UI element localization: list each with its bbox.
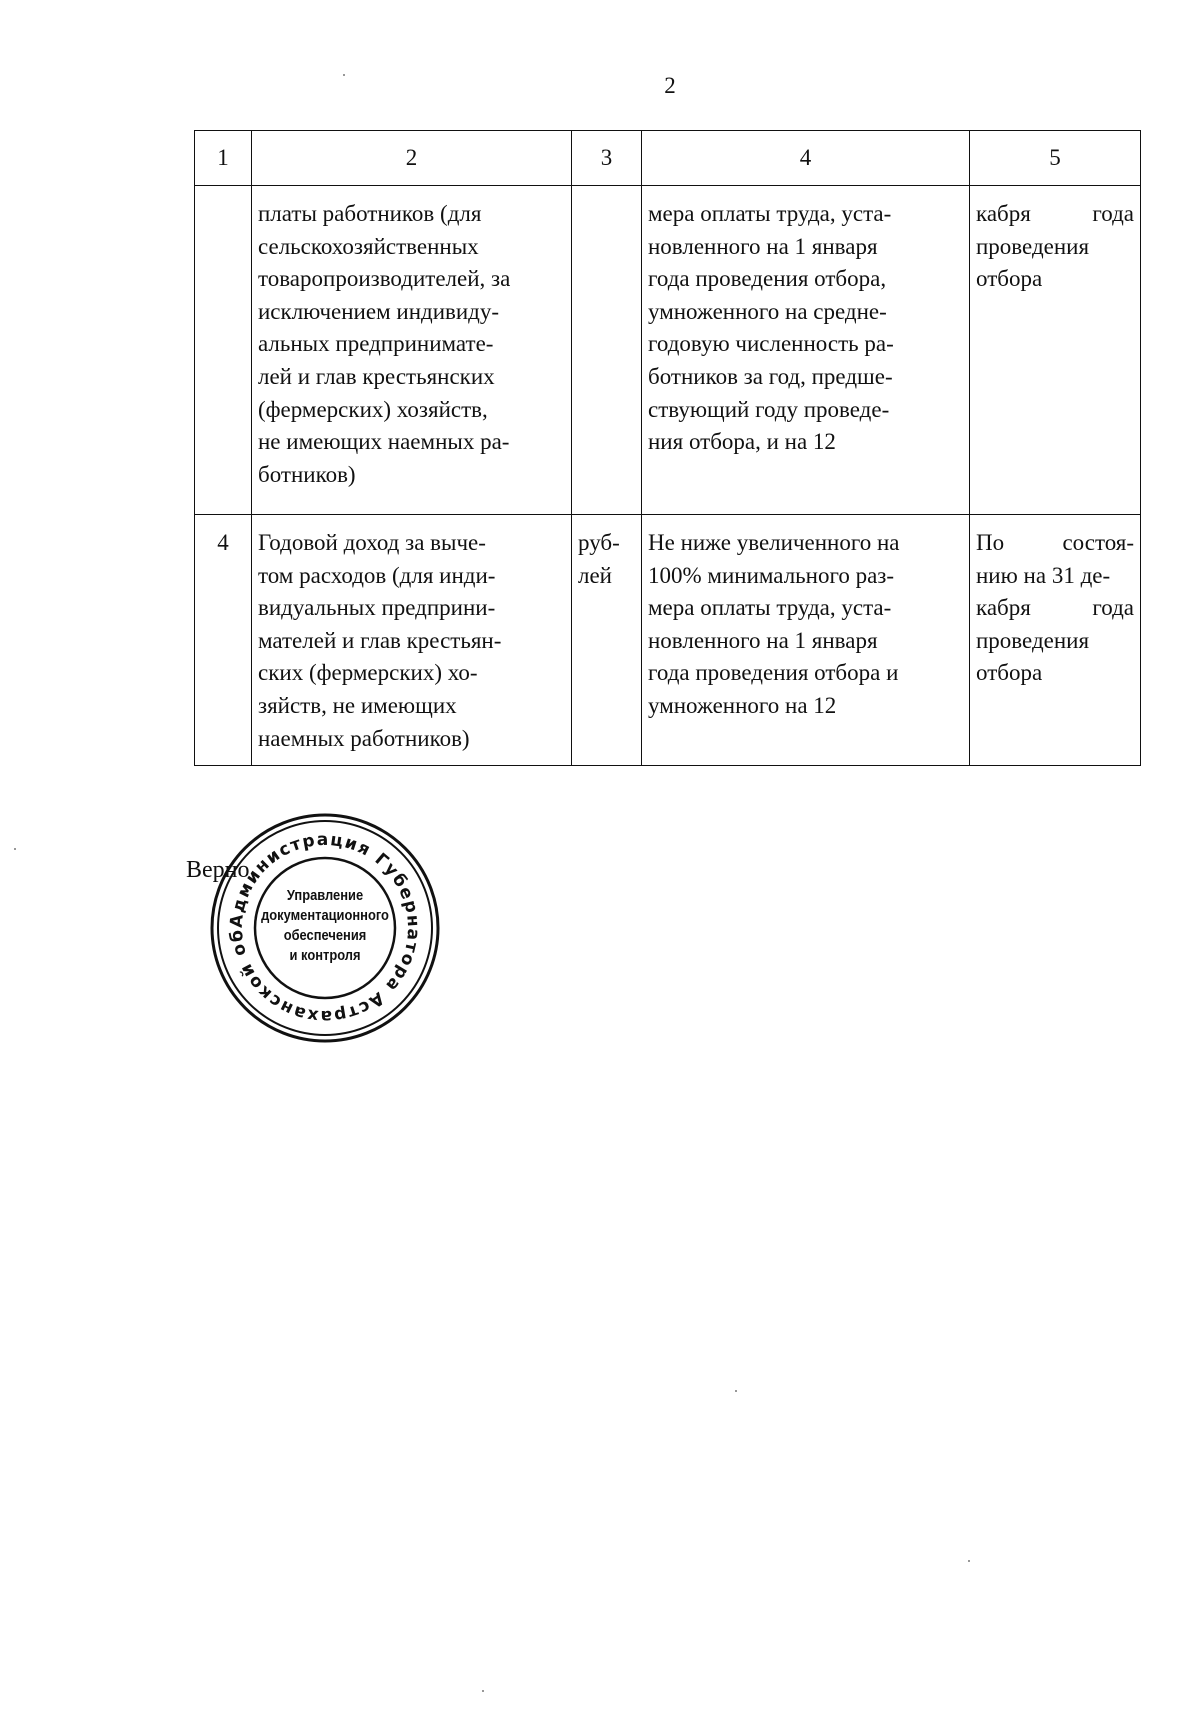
text-line: умноженного на средне-: [648, 298, 887, 324]
text-line: Годовой доход за выче-: [258, 530, 486, 555]
text-line: отбора: [976, 266, 1043, 292]
scan-speck: [343, 74, 345, 76]
header-cell: 5: [970, 131, 1141, 186]
stamp-line: обеспечения: [283, 927, 367, 944]
value-cell: [642, 515, 970, 766]
text-line: новленного на 1 января: [648, 627, 878, 653]
text-line: лей: [578, 562, 612, 588]
row-number-cell: 4: [195, 515, 252, 766]
requirements-table: [194, 130, 1141, 766]
header-cell: 1: [195, 131, 252, 186]
text-line: ния отбора, и на 12: [648, 429, 836, 455]
value-cell: [642, 186, 970, 515]
text-line: годовую численность ра-: [648, 331, 894, 357]
text-line: товаропроизводителей, за: [258, 266, 511, 292]
text-line: нию на 31 де-: [976, 562, 1111, 588]
text-line: ских (фермерских) хо-: [258, 660, 478, 686]
row-number-cell: [195, 186, 252, 515]
text-line: проведения: [976, 233, 1090, 259]
text-line: ботников): [258, 461, 356, 487]
indicator-cell: [252, 186, 572, 515]
text-line: мера оплаты труда, уста-: [648, 201, 892, 226]
text-line: руб-: [578, 530, 620, 555]
scan-speck: [968, 1560, 970, 1562]
text-line: наемных работников): [258, 725, 470, 751]
unit-cell: [572, 186, 642, 515]
text-line: кабря года: [976, 201, 1134, 226]
indicator-cell: [252, 515, 572, 766]
text-line: альных предпринимате-: [258, 331, 494, 357]
date-cell: [970, 515, 1141, 766]
scan-speck: [735, 1390, 737, 1392]
text-line: года проведения отбора и: [648, 660, 899, 686]
text-line: зяйств, не имеющих: [258, 692, 457, 718]
text-line: ствующий году проведе-: [648, 396, 890, 422]
text-line: Не ниже увеличенного на: [648, 530, 900, 555]
table-row: [195, 515, 1141, 766]
text-line: кабря года: [976, 595, 1134, 621]
text-line: сельскохозяйственных: [258, 233, 479, 259]
scan-speck: [482, 1690, 484, 1692]
text-line: проведения: [976, 627, 1090, 653]
stamp-line: документационного: [261, 907, 389, 924]
text-line: том расходов (для инди-: [258, 562, 496, 588]
text-line: видуальных предприни-: [258, 595, 496, 621]
text-line: отбора: [976, 660, 1043, 686]
text-line: 100% минимального раз-: [648, 562, 895, 588]
official-stamp: [205, 808, 445, 1048]
header-cell: 2: [252, 131, 572, 186]
page-number: 2: [664, 73, 676, 98]
stamp-line: Управление: [286, 887, 364, 904]
stamp-center-text: [222, 886, 428, 966]
text-line: лей и глав крестьянских: [258, 363, 495, 389]
stamp-line: и контроля: [289, 947, 361, 964]
text-line: платы работников (для: [258, 201, 482, 226]
certification-mark: Верно: [186, 857, 250, 883]
date-cell: [970, 186, 1141, 515]
text-line: умноженного на 12: [648, 692, 837, 718]
unit-cell: [572, 515, 642, 766]
text-line: исключением индивиду-: [258, 298, 500, 324]
header-cell: 4: [642, 131, 970, 186]
text-line: новленного на 1 января: [648, 233, 878, 259]
text-line: (фермерских) хозяйств,: [258, 396, 488, 422]
text-line: ботников за год, предше-: [648, 363, 893, 389]
text-line: года проведения отбора,: [648, 266, 887, 292]
table-header-row: [195, 131, 1141, 186]
text-line: мера оплаты труда, уста-: [648, 595, 892, 621]
text-line: По состоя-: [976, 530, 1134, 555]
stamp-ring-text: Администрация Губернатора Астраханской об: [226, 829, 424, 1027]
header-cell: 3: [572, 131, 642, 186]
table-row: [195, 186, 1141, 515]
text-line: не имеющих наемных ра-: [258, 429, 510, 455]
text-line: мателей и глав крестьян-: [258, 627, 502, 653]
scan-speck: [14, 848, 16, 850]
